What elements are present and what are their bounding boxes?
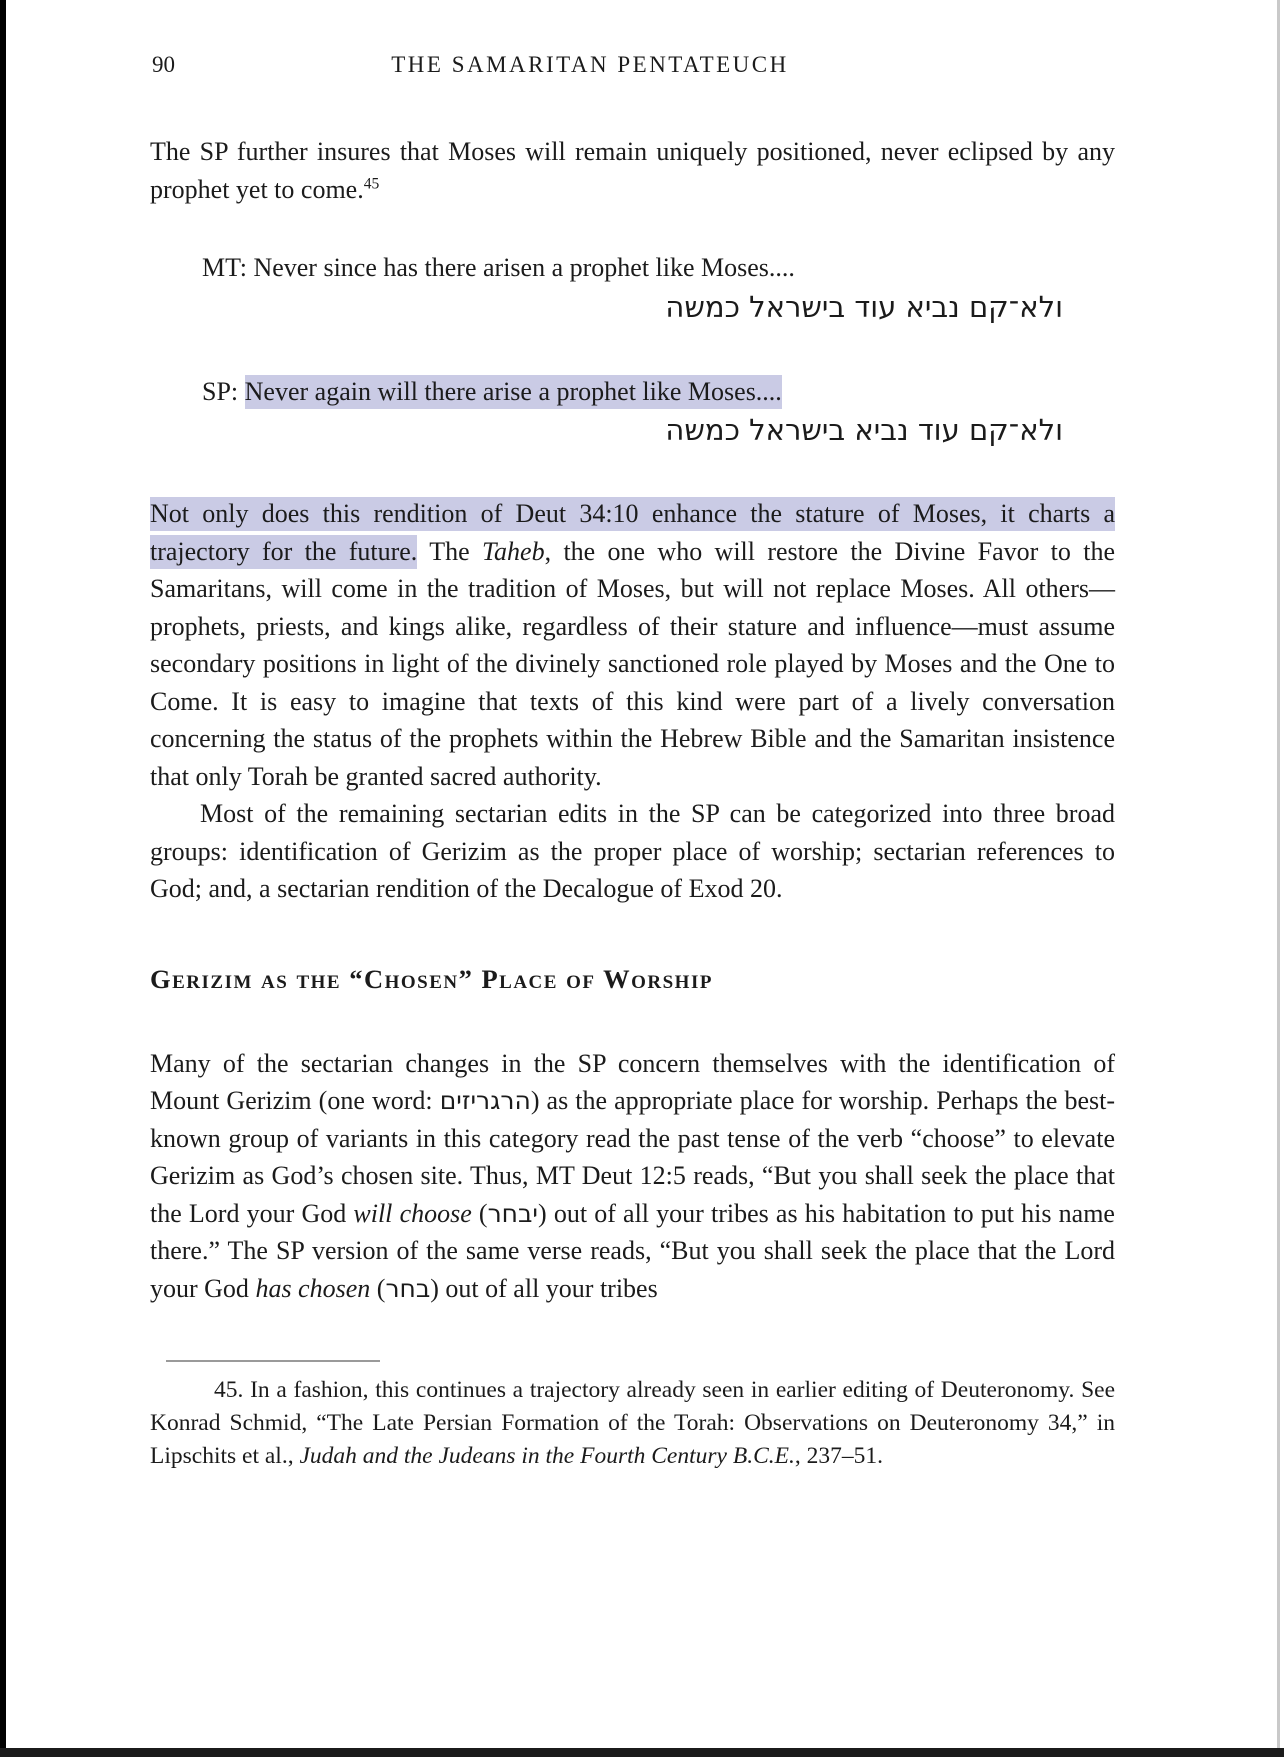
text-segment: The SP further insures that Moses will remain uniquely positioned, never eclipsed by any prophet yet to come. <box>150 137 1115 204</box>
text-segment: 45. In a fashion, this continues a trajectory already seen in earlier editing of Deuteronomy. See Konrad Schmid, “The Late Persian Formation of the Torah: Observations on Deuteronomy 34,” in Lipschits et al., <box>150 1377 1115 1469</box>
viewer-left-edge-bar <box>0 0 6 1757</box>
text-segment: SP: <box>202 376 245 406</box>
text-segment: ) out of all your tribes <box>430 1273 658 1303</box>
viewer-bottom-edge-bar <box>0 1748 1284 1757</box>
page-content <box>150 52 1115 1497</box>
quote-block-mt <box>202 249 1115 327</box>
paragraph-moses-positioned <box>150 133 1115 208</box>
paragraph-gerizim-variants <box>150 1045 1115 1308</box>
text-segment: ( <box>471 1198 488 1228</box>
quote-block-sp <box>202 373 1115 451</box>
text-segment: Most of the remaining sectarian edits in the SP can be categorized into three broad groups: identification of Gerizim as the proper place of worship; sectarian references to God; and, a sectarian rendition of the Decalogue of Exod 20. <box>150 799 1115 903</box>
footnote-area <box>150 1360 1115 1473</box>
text-segment: The <box>417 536 482 566</box>
paragraph-deut-34-10 <box>150 495 1115 795</box>
quote-sp-english <box>202 373 1115 411</box>
text-segment: ( <box>370 1273 386 1303</box>
text-segment: 45 <box>363 174 380 192</box>
quote-mt-hebrew: ולא־קם נביא עוד בישראל כמשה <box>665 289 1063 324</box>
text-segment: Taheb <box>481 536 545 566</box>
text-segment: has chosen <box>255 1273 371 1303</box>
section-heading-gerizim: Gerizim as the “Chosen” Place of Worship <box>150 963 713 994</box>
text-segment: Not only does this rendition of Deut 34:10 enhance the stature of Moses, it charts a trajectory for the future. <box>150 497 1115 569</box>
paragraph-three-groups <box>150 795 1115 908</box>
text-segment: Never again will there arise a prophet like Moses.... <box>245 375 782 409</box>
text-segment: ) as the appropriate place for worship. Perhaps the best-known group of variants in this category read the past tense of the verb “choose” to elevate Gerizim as God’s chosen site. Thus, MT Deut 12:5 reads, “But you shall seek the place that the Lord your God <box>150 1086 1115 1228</box>
hebrew-text: יבחר <box>487 1198 538 1228</box>
hebrew-text: בחר <box>385 1273 431 1303</box>
text-segment: , the one who will restore the Divine Favor to the Samaritans, will come in the tradition of Moses, but will not replace Moses. All others—prophets, priests, and kings alike, regardless of their stature and influence—must assume secondary positions in light of the divinely sanctioned role played by Moses and the One to Come. It is easy to imagine that texts of this kind were part of a lively conversation concerning the status of the prophets within the Hebrew Bible and the Samaritan insistence that only Torah be granted sacred authority. <box>150 536 1115 791</box>
text-segment: Never since has there arisen a prophet like Moses.... <box>253 253 795 282</box>
text-segment: Many of the sectarian changes in the SP concern themselves with the identification of Mount Gerizim (one word: <box>150 1048 1115 1115</box>
text-segment: ) out of all your tribes as his habitation to put his name there.” The SP version of the same verse reads, “But you shall seek the place that the Lord your God <box>150 1198 1115 1303</box>
running-title: THE SAMARITAN PENTATEUCH <box>391 52 789 77</box>
viewer-right-edge-line <box>1277 0 1280 1757</box>
text-segment: will choose <box>353 1198 472 1228</box>
footnote-45 <box>150 1374 1115 1473</box>
hebrew-text: הרגריזים <box>439 1086 531 1115</box>
running-head <box>150 52 1115 84</box>
text-segment: Judah and the Judeans in the Fourth Century B.C.E. <box>299 1443 795 1469</box>
text-segment: , 237–51. <box>794 1443 883 1469</box>
quote-sp-hebrew: ולא־קם עוד נביא בישראל כמשה <box>665 413 1063 447</box>
footnote-separator-rule <box>166 1360 380 1362</box>
quote-mt-english <box>202 249 1115 287</box>
page-number: 90 <box>152 52 175 77</box>
text-segment: MT: <box>202 253 254 282</box>
